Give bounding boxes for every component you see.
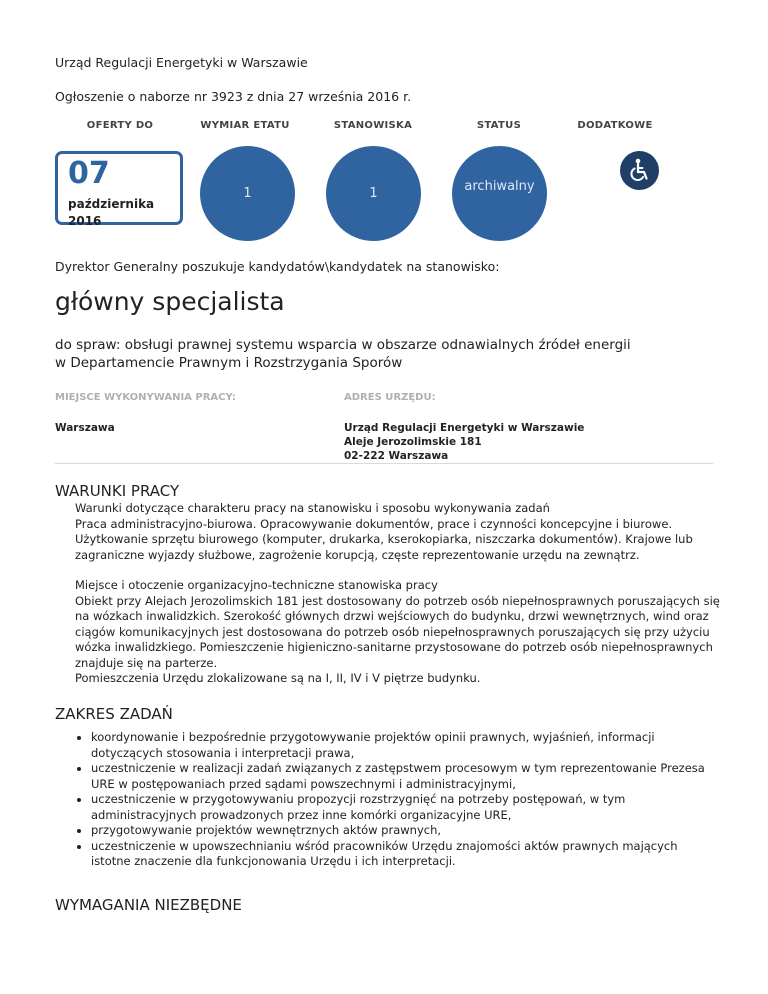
col-head-positions: STANOWISKA [333, 120, 413, 131]
conditions-p1-line: Użytkowanie sprzętu biurowego (komputer, drukarka, kserokopiarka, niszczarka dokumentów). Krajowe lub [75, 532, 693, 546]
announcement-line: Ogłoszenie o naborze nr 3923 z dnia 27 września 2016 r. [55, 89, 412, 104]
job-title: główny specjalista [55, 287, 285, 316]
positions-circle [326, 146, 421, 241]
conditions-p2-line: Pomieszczenia Urzędu zlokalizowane są na I, II, IV i V piętrze budynku. [75, 671, 481, 685]
conditions-p2-line: ciągów komunikacyjnych jest dostosowana do potrzeb osób niepełnosprawnych poruszających się przy użyciu [75, 624, 710, 639]
conditions-heading: WARUNKI PRACY [55, 482, 180, 500]
deadline-month: października [68, 197, 155, 211]
place-value: Warszawa [55, 422, 115, 434]
wheelchair-icon-glyph [620, 151, 659, 190]
workload-value: 1 [243, 186, 252, 201]
intro-line: Dyrektor Generalny poszukuje kandydatów\kandydatek na stanowisko: [55, 259, 500, 274]
job-subtitle [55, 336, 631, 372]
list-item: • uczestniczenie w upowszechnianiu wśród pracowników Urzędu znajomości aktów prawnych mających istotne znaczenie dla funkcjonowania Urzędu i ich interpretacji. [91, 839, 731, 870]
address-line-2: Aleje Jerozolimskie 181 [344, 436, 482, 448]
requirements-heading: WYMAGANIA NIEZBĘDNE [55, 896, 242, 914]
list-item: • uczestniczenie w realizacji zadań związanych z zastępstwem procesowym w tym reprezentowanie Prezesa URE w postępowaniach przed sądami powszechnymi i administracyjnymi, [91, 761, 731, 792]
col-head-status: STATUS [476, 120, 522, 131]
list-item: • koordynowanie i bezpośrednie przygotowywanie projektów opinii prawnych, wyjaśnień, informacji dotyczących stosowania i interpretacji prawa, [91, 730, 731, 761]
tasks-list [75, 730, 731, 870]
divider [55, 463, 713, 464]
address-block [344, 421, 584, 463]
list-item: • uczestniczenie w przygotowywaniu propozycji rozstrzygnięć na potrzeby postępowań, w tym administracyjnych prowadzonych przez inne komórki organizacyjne URE, [91, 792, 731, 823]
conditions-p1-line: Praca administracyjno-biurowa. Opracowywanie dokumentów, prace i czynności koncepcyjne i biurowe. [75, 516, 673, 531]
conditions-p2-line: Miejsce i otoczenie organizacyjno-techniczne stanowiska pracy [75, 578, 438, 592]
wheelchair-icon [620, 151, 659, 190]
deadline-month-year [68, 196, 154, 230]
conditions-p1-line: Warunki dotyczące charakteru pracy na stanowisku i sposobu wykonywania zadań [75, 501, 550, 515]
conditions-p1-line: zagraniczne wyjazdy służbowe, zagrożenie korupcją, częste reprezentowanie urzędu na zewnątrz. [75, 547, 640, 562]
conditions-p2-line: na wózkach inwalidzkich. Szerokość głównych drzwi wejściowych do budynku, drzwi wewnętrznych, wind oraz [75, 609, 709, 623]
workload-circle [200, 146, 295, 241]
col-head-extra: DODATKOWE [577, 120, 653, 131]
conditions-text [75, 501, 720, 687]
status-circle [452, 146, 547, 241]
col-head-workload: WYMIAR ETATU [200, 120, 290, 131]
address-line-3: 02-222 Warszawa [344, 450, 449, 462]
conditions-p2-line: wózka inwalidzkiego. Pomieszczenie higieniczno-sanitarne przystosowane do potrzeb osób niepełnosprawnych [75, 640, 713, 654]
address-label: ADRES URZĘDU: [344, 392, 436, 403]
tasks-heading: ZAKRES ZADAŃ [55, 705, 173, 723]
deadline-day: 07 [68, 156, 110, 191]
conditions-p2-line: Obiekt przy Alejach Jerozolimskich 181 jest dostosowany do potrzeb osób niepełnosprawnych poruszających się [75, 593, 720, 608]
conditions-p2-line: znajduje się na parterze. [75, 655, 218, 670]
address-line-1: Urząd Regulacji Energetyki w Warszawie [344, 422, 585, 434]
subtitle-line-1: do spraw: obsługi prawnej systemu wsparcia w obszarze odnawialnych źródeł energii [55, 337, 631, 353]
status-value: archiwalny [464, 179, 535, 194]
positions-value: 1 [369, 186, 378, 201]
col-head-offers: OFERTY DO [86, 120, 154, 131]
list-item: • przygotowywanie projektów wewnętrznych aktów prawnych, [91, 823, 731, 839]
place-label: MIEJSCE WYKONYWANIA PRACY: [55, 392, 236, 403]
office-name: Urząd Regulacji Energetyki w Warszawie [55, 55, 308, 70]
subtitle-line-2: w Departamencie Prawnym i Rozstrzygania Sporów [55, 355, 403, 371]
deadline-box [55, 151, 183, 228]
deadline-year: 2016 [68, 214, 102, 228]
